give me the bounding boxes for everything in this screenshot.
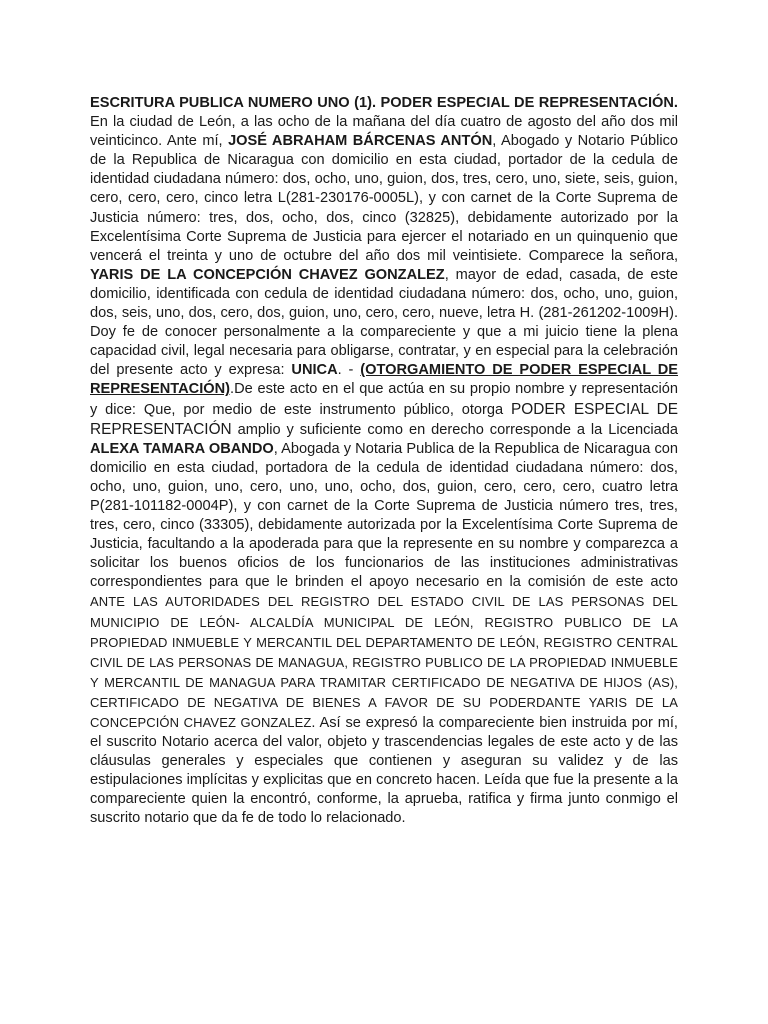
attorney-name: ALEXA TAMARA OBANDO xyxy=(90,440,274,457)
grantor-name: YARIS DE LA CONCEPCIÓN CHAVEZ GONZALEZ xyxy=(90,266,445,283)
paragraph-notary-details: , Abogado y Notario Público de la Republica de Nicaragua con domicilio en esta ciudad, portador de la cedula de identidad ciudadana número: dos, ocho, uno, guion, dos, tres, cero, uno, siete, seis, guion, cero, cero, cero, cinco letra L(281-230176-0005L), y con carnet de la Corte Suprema de Justicia número: tres, dos, ocho, dos, cinco (32825), debidamente autorizado por la Excelentísima Corte Suprema de Justicia para ejercer el notariado en un quinquenio que vencerá el treinta y uno de octubre del año dos mil veintisiete. Comparece la señora, xyxy=(90,133,679,264)
clause-separator: . - xyxy=(337,362,361,379)
paragraph-attorney-details: , Abogada y Notaria Publica de la Republica de Nicaragua con domicilio en esta ciudad, portadora de la cedula de identidad ciudadana número: dos, ocho, uno, guion, uno, cero, uno, uno, ocho, dos, guion, cero, cero, cero, cuatro letra P(281-101182-0004P), y con carnet de la Corte Suprema de Justicia número tres, tres, tres, cero, cinco (33305), debidamente autorizada por la Excelentísima Corte Suprema de Justicia, facultando a la apoderada para que la represente en su nombre y comparezca a solicitar los buenos oficios de los funcionarios de las instituciones administrativas correspondientes para que le brinden el apoyo necesario en la comisión de este acto xyxy=(90,440,678,591)
authorities-block: ANTE LAS AUTORIDADES DEL REGISTRO DEL ESTADO CIVIL DE LAS PERSONAS DEL MUNICIPIO DE LEÓN- ALCALDÍA MUNICIPAL DE LEÓN, REGISTRO PUBLICO DE LA PROPIEDAD INMUEBLE Y MERCANTIL DEL DEPARTAMENTO DE LEÓN, REGISTRO CENTRAL CIVIL DE LAS PERSONAS DE MANAGUA, REGISTRO PUBLICO DE LA PROPIEDAD INMUEBLE Y MERCANTIL DE MANAGUA PARA TRAMITAR CERTIFICADO DE NEGATIVA DE HIJOS (AS), CERTIFICADO DE NEGATIVA DE BIENES A FAVOR DE SU PODERDANTE YARIS DE LA CONCEPCIÓN CHAVEZ GONZALEZ xyxy=(90,594,678,730)
power-type: PODER ESPECIAL DE REPRESENTACIÓN xyxy=(90,400,678,438)
clause-unica: UNICA xyxy=(291,362,338,379)
paragraph-intro: En la ciudad de León, a las ocho de la mañana del día cuatro de agosto del año dos mil veinticinco. Ante mí, xyxy=(90,114,678,150)
paragraph-grant: .De este acto en el que actúa en su propio nombre y representación y dice: Que, por medio de este instrumento público, otorga xyxy=(90,381,678,418)
paragraph-attorney-intro: amplio y suficiente como en derecho corresponde a la Licenciada xyxy=(231,421,678,438)
paragraph-grantor-details: , mayor de edad, casada, de este domicilio, identificada con cedula de identidad ciudadana número: dos, ocho, uno, guion, dos, seis, uno, dos, cero, dos, guion, uno, cero, cero, nueve, letra H. (281-261202-1009H). Doy fe de conocer personalmente a la compareciente y que a mi juicio tiene la plena capacidad civil, legal necesaria para obligarse, contratar, y en especial para la celebración del presente acto y expresa: xyxy=(90,266,678,379)
notary-name: JOSÉ ABRAHAM BÁRCENAS ANTÓN xyxy=(228,133,493,150)
paragraph-closing: . Así se expresó la compareciente bien instruida por mí, el suscrito Notario acerca del valor, objeto y trascendencias legales de este acto y de las cláusulas generales y especiales que contienen y aseguran su validez y de las estipulaciones implícitas y explicitas que en concreto hacen. Leída que fue la presente a la compareciente quien la encontró, conforme, la aprueba, ratifica y firma junto conmigo el suscrito notario que da fe de todo lo relacionado. xyxy=(90,715,678,827)
document-title: ESCRITURA PUBLICA NUMERO UNO (1). PODER ESPECIAL DE REPRESENTACIÓN. xyxy=(90,95,678,111)
clause-title: (OTORGAMIENTO DE PODER ESPECIAL DE REPRESENTACIÓN) xyxy=(90,362,679,398)
document-body xyxy=(90,94,678,829)
